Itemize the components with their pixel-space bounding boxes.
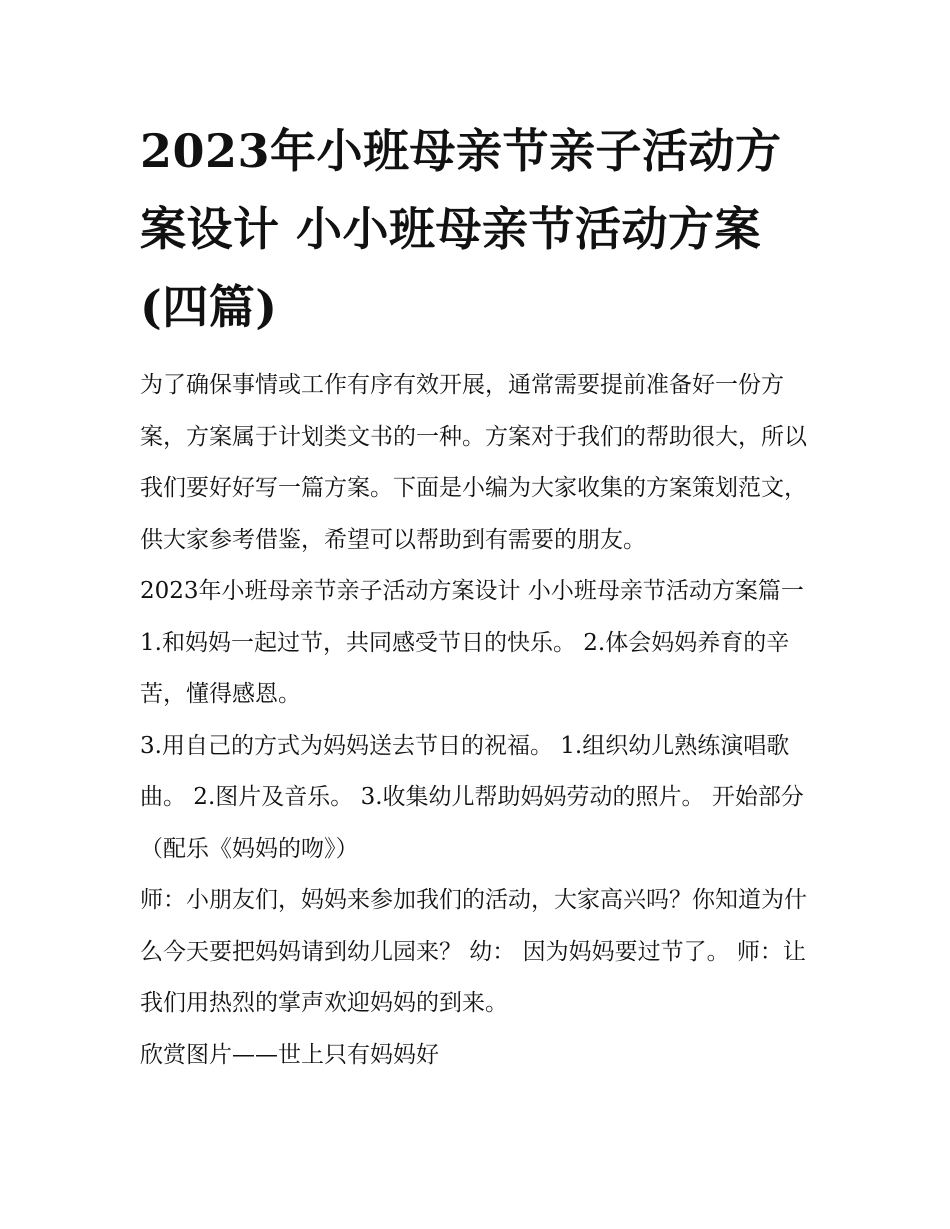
paragraph-dialogue: 师：小朋友们，妈妈来参加我们的活动，大家高兴吗？你知道为什么今天要把妈妈请到幼儿园来？ 幼： 因为妈妈要过节了。 师：让我们用热烈的掌声欢迎妈妈的到来。 — [140, 887, 807, 1016]
paragraph-preparation: 3.用自己的方式为妈妈送去节日的祝福。 1.组织幼儿熟练演唱歌曲。 2.图片及音乐。 3.收集幼儿帮助妈妈劳动的照片。 开始部分（配乐《妈妈的吻》） — [140, 732, 804, 862]
paragraph-goals: 2023年小班母亲节亲子活动方案设计 小小班母亲节活动方案篇一 1.和妈妈一起过节，共同感受节日的快乐。 2.体会妈妈养育的辛苦，懂得感恩。 — [140, 578, 804, 707]
paragraph-intro: 为了确保事情或工作有序有效开展，通常需要提前准备好一份方案，方案属于计划类文书的一种。方案对于我们的帮助很大，所以我们要好好写一篇方案。下面是小编为大家收集的方案策划范文，供大家参考借鉴，希望可以帮助到有需要的朋友。 — [140, 372, 807, 553]
paragraph-appreciation: 欣赏图片——世上只有妈妈好 — [140, 1041, 439, 1068]
document-title: 2023年小班母亲节亲子活动方案设计 小小班母亲节活动方案(四篇) — [140, 124, 782, 334]
document-page — [140, 112, 815, 1081]
document-body — [140, 360, 815, 1081]
